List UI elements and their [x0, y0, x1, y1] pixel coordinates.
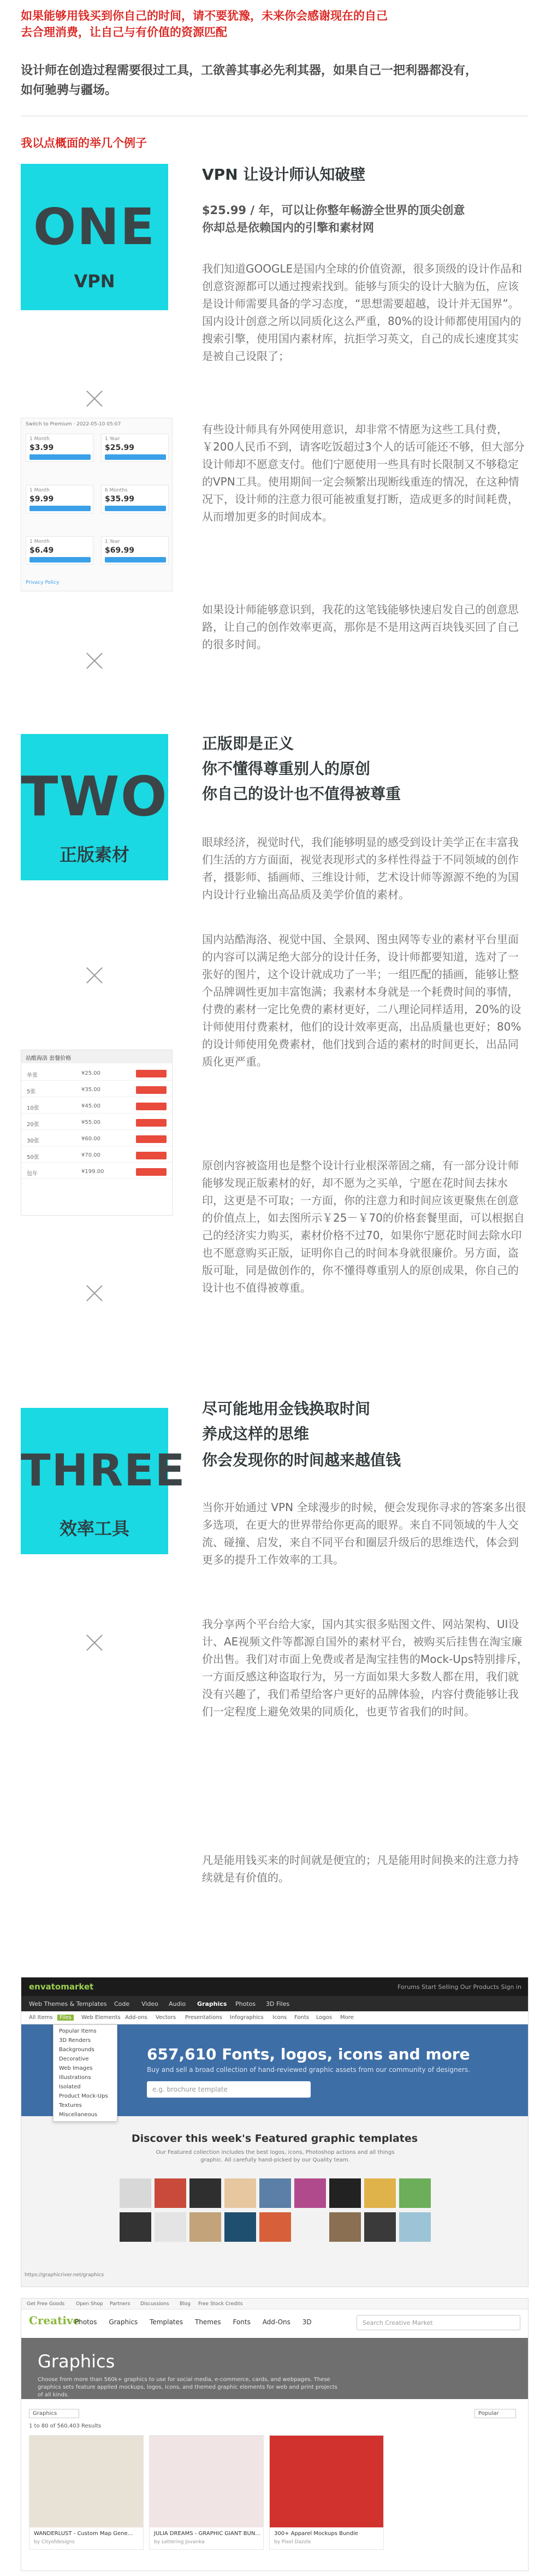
gr-thumbnail[interactable] [294, 2178, 326, 2208]
gr-thumbnail[interactable] [259, 2212, 291, 2242]
section-two-title: 正版即是正义 [202, 735, 294, 753]
table-row[interactable]: 5张 ¥35.00 [21, 1083, 172, 1097]
section-three-paragraph-3: 凡是能用钱买来的时间就是便宜的；凡是能用时间换来的注意力持续就是有价值的。 [202, 1853, 519, 1884]
intro-text [21, 61, 529, 100]
intro-line-2: 如何驰骋与疆场。 [21, 84, 117, 97]
gr-subnav-item[interactable]: Web Elements [81, 2015, 121, 2021]
table-row[interactable]: 30张 ¥60.00 [21, 1132, 172, 1146]
vpn-plan-row [26, 485, 169, 513]
vpn-plan-row [26, 536, 169, 565]
gr-hero-subtitle: Buy and sell a broad collection of hand-reviewed graphic assets from our community of designers. [147, 2066, 471, 2074]
cm-top-link[interactable]: Discussions [140, 2301, 169, 2307]
cm-product-title[interactable]: JULIA DREAMS - GRAPHIC GIANT BUN... [154, 2531, 260, 2537]
gr-nav-item[interactable]: Audio [169, 2000, 186, 2007]
cm-top-link[interactable]: Free Stock Credits [198, 2301, 243, 2307]
section-three-label: 效率工具 [59, 1518, 129, 1539]
gr-featured-subtitle: Our Featured collection includes the best logos, icons, Photoshop actions and all things graphic. All carefully hand-picked by our Quality team. [156, 2149, 395, 2163]
intro-line-1: 设计师在创造过程需要很过工具，工欲善其事必先利其器，如果自己一把利器都没有， [21, 64, 478, 78]
cm-nav-item[interactable]: Fonts [233, 2318, 251, 2326]
section-three-paragraph-2: 我分享两个平台给大家，国内其实很多贴图文件、网站架构、UI设计、AE视频文件等都源自国外的素材平台，被购买后挂售在淘宝廉价出售。我们对市面上免费或者是淘宝挂售的Mock-Ups特别排斥，一方面反感这种盗取行为，另一方面如果大多数人都在用，我们就没有兴趣了，我们希望给客户更好的品牌体验，内容付费能够让我们一定程度上避免效果的同质化，也更节省我们的时间。 [202, 1618, 529, 1718]
cm-top-link[interactable]: Partners [110, 2301, 130, 2307]
gr-dropdown-item[interactable]: 3D Renders [59, 2038, 91, 2044]
cross-icon [85, 1633, 104, 1653]
cross-icon [85, 1283, 104, 1303]
vpn-plan[interactable]: 1 Month $3.99 [26, 434, 93, 462]
section-three-subtitle-1: 养成这样的思维 [202, 1425, 310, 1443]
gr-subnav-item[interactable]: More [340, 2015, 354, 2021]
gr-subnav-item[interactable]: Vectors [156, 2015, 176, 2021]
gr-nav-item[interactable]: Video [141, 2000, 158, 2007]
cm-search-input[interactable]: Search Creative Market [357, 2315, 520, 2330]
cm-results-count: 1 to 80 of 560,403 Results [29, 2423, 102, 2429]
section-two-word: TWO [21, 765, 168, 828]
gr-thumbnail[interactable] [120, 2212, 151, 2242]
section-one-word: ONE [33, 198, 156, 256]
cm-product-card[interactable] [149, 2435, 264, 2550]
gr-hero-title: 657,610 Fonts, logos, icons and more [147, 2045, 470, 2063]
cm-sort-select[interactable]: Popular [474, 2409, 516, 2418]
intro-red-line-2: 去合理消费，让自己与有价值的资源匹配 [21, 26, 227, 39]
gr-thumbnail[interactable] [329, 2212, 361, 2242]
gr-thumbnail[interactable] [399, 2212, 431, 2242]
gr-thumbnail[interactable] [224, 2212, 256, 2242]
gr-dropdown-item[interactable]: Backgrounds [59, 2047, 94, 2053]
cm-hero-subtitle: Choose from more than 560k+ graphics to use for social media, e-commerce, cards, and webpages. These graphics sets feature applied mockups, logos, icons, and themed graphic elements for web and print projects of all kinds. [38, 2377, 337, 2398]
gr-dropdown-item[interactable]: Miscellaneous [59, 2112, 98, 2118]
gr-subnav-item-active[interactable]: Files [57, 2015, 74, 2021]
vpn-plan-row [26, 434, 169, 462]
table-row[interactable]: 单张 ¥25.00 [21, 1067, 172, 1081]
graphicriver-screenshot [21, 1977, 529, 2287]
gr-subnav-item[interactable]: Logos [316, 2015, 333, 2021]
gr-dropdown-item[interactable]: Web Images [59, 2065, 93, 2071]
section-two-subtitle-2: 你自己的设计也不值得被尊重 [202, 785, 401, 803]
vpn-plan[interactable]: 6 Months $35.99 [101, 485, 169, 513]
section-two-subtitle-1: 你不懂得尊重别人的原创 [202, 760, 371, 778]
section-one-paragraph-3: 如果设计师能够意识到，我花的这笔钱能够快速启发自己的创意思路，让自己的创作效率更高，那你是不是用这两百块钱买回了自己的很多时间。 [202, 603, 519, 651]
examples-note: 我以点概面的举几个例子 [21, 137, 147, 150]
gr-subnav-item[interactable]: Fonts [294, 2015, 309, 2021]
section-one-badge [21, 164, 168, 310]
table-row[interactable]: 10张 ¥45.00 [21, 1099, 172, 1114]
gr-nav-item[interactable]: Code [114, 2000, 130, 2007]
gr-nav-item[interactable]: 3D Files [266, 2000, 290, 2007]
section-one-label: VPN [74, 271, 115, 292]
cm-product-author[interactable]: by Cityofdesigns [34, 2539, 75, 2545]
gr-thumbnail[interactable] [294, 2212, 326, 2242]
gr-main-nav [21, 1996, 529, 2011]
cm-top-link[interactable]: Blog [180, 2301, 191, 2307]
section-one-paragraph-1: 我们知道GOOGLE是国内全球的价值资源，很多顶级的设计作品和创意资源都可以通过搜索找到。能够与顶尖的设计大脑为伍，应该是设计师需要具备的学习态度，“思想需要超越，设计并无国界”。国内设计创意之所以同质化这么严重，80%的设计师都使用国内的搜索引擎，使用国内素材库，抗拒学习英文，自己的成长速度其实是被自己设限了； [202, 262, 523, 363]
gr-subnav-item[interactable]: Icons [272, 2015, 287, 2021]
vpn-footer-link[interactable]: Privacy Policy [26, 580, 60, 585]
gr-nav-item[interactable]: Web Themes & Templates [29, 2000, 107, 2007]
cm-hero-title: Graphics [38, 2351, 115, 2372]
gr-dropdown-item[interactable]: Illustrations [59, 2075, 91, 2081]
gr-subnav-item[interactable]: Infographics [230, 2015, 264, 2021]
gr-thumbnail[interactable] [329, 2178, 361, 2208]
creative-market-screenshot [21, 2298, 529, 2571]
cm-nav-item[interactable]: Add-Ons [262, 2318, 290, 2326]
gr-top-links[interactable]: Forums Start Selling Our Products Sign in [397, 1983, 521, 1991]
gr-thumbnail[interactable] [155, 2212, 186, 2242]
creative-market-logo[interactable]: Creative [29, 2314, 80, 2327]
cm-nav-item[interactable]: Photos [75, 2318, 97, 2326]
section-two-paragraph-2: 国内站酷海洛、视觉中国、全景网、图虫网等专业的素材平台里面的内容可以满足绝大部分的设计任务，设计师都要知道，选对了一张好的图片，这个设计就成功了一半；一组匹配的插画，能够让整个品牌调性更加丰富饱满；我素材本身就是一个耗费时间的事情，付费的素材一定比免费的素材更好，二八理论同样适用，20%的设计师使用付费素材，他们的设计效率更高，出品质量也更好；80%的设计师使用免费素材，他们找到合适的素材的时间更长，出品同质化更严重。 [202, 933, 521, 1068]
gr-dropdown-item[interactable]: Popular Items [59, 2028, 97, 2034]
gr-thumbnail[interactable] [259, 2178, 291, 2208]
gr-subnav-item[interactable]: Add-ons [125, 2015, 147, 2021]
cm-product-author[interactable]: by Lettering Jovanka [154, 2539, 205, 2545]
section-three-word: THREE [21, 1445, 186, 1496]
gr-sub-nav [21, 2011, 529, 2024]
gr-dropdown-item[interactable]: Product Mock-Ups [59, 2093, 108, 2099]
cm-nav-item[interactable]: Graphics [109, 2318, 138, 2326]
vpn-pricing-screenshot [21, 418, 173, 591]
cm-category-select[interactable]: Graphics [29, 2409, 79, 2418]
section-three-subtitle-2: 你会发现你的时间越来越值钱 [202, 1451, 401, 1469]
gr-search-input[interactable]: e.g. brochure template [147, 2081, 311, 2098]
material-price-table-screenshot [21, 1050, 173, 1216]
cm-product-image [150, 2436, 263, 2527]
section-two-badge [21, 734, 168, 880]
table-row[interactable]: 20张 ¥55.00 [21, 1116, 172, 1130]
cm-nav-item[interactable]: 3D [302, 2318, 312, 2326]
table-header: 站酷海洛 套餐价格 [21, 1050, 172, 1063]
cross-icon [85, 389, 104, 408]
vpn-plan[interactable]: 1 Year $25.99 [101, 434, 169, 462]
cm-product-image [29, 2436, 143, 2527]
gr-status-url: https://graphicriver.net/graphics [25, 2272, 104, 2278]
section-two-paragraph-3: 原创内容被盗用也是整个设计行业根深蒂固之痛，有一部分设计师能够发现正版素材的好，却不愿为之买单，宁愿在花时间去抹水印，这更是不可取；一方面，你的注意力和时间应该更聚焦在创意的价值点上，如去图所示￥25－￥70的价格套餐里面，可以根据自己的经济实力购买，素材价格不过70，如果你宁愿花时间去除水印也不愿意购买正版，证明你自己的时间本身就很廉价。另方面，盗版可耻，同是做创作的，你不懂得尊重别人的原创成果，你自己的设计也不值得被尊重。 [202, 1159, 525, 1294]
gr-nav-item-active[interactable]: Graphics [197, 2000, 227, 2007]
cm-hero [21, 2338, 529, 2399]
gr-dropdown-item[interactable]: Decorative [59, 2056, 89, 2062]
cm-top-link[interactable]: Get Free Goods [27, 2301, 65, 2307]
section-one-subtitle-1: $25.99 / 年，可以让你整年畅游全世界的顶尖创意 [202, 204, 465, 217]
gr-subnav-item[interactable]: All Items [29, 2015, 53, 2021]
cross-icon [85, 651, 104, 671]
gr-thumbnail[interactable] [224, 2178, 256, 2208]
cm-filter-bar [21, 2406, 529, 2429]
gr-thumbnail[interactable] [189, 2178, 221, 2208]
intro-red-line-1: 如果能够用钱买到你自己的时间，请不要犹豫，未来你会感谢现在的自己 [21, 9, 388, 22]
intro-highlight [21, 8, 529, 40]
cm-product-card[interactable] [269, 2435, 384, 2550]
gr-dropdown-item[interactable]: Textures [59, 2103, 82, 2109]
cm-nav-item[interactable]: Themes [194, 2318, 221, 2326]
gr-subnav-item[interactable]: Presentations [185, 2015, 223, 2021]
cm-product-author[interactable]: by Pixel Dazzle [274, 2539, 311, 2545]
cm-topbar [21, 2299, 529, 2309]
gr-thumbnail[interactable] [364, 2178, 396, 2208]
vpn-plan[interactable]: 1 Month $6.49 [26, 536, 93, 565]
gr-dropdown-menu [53, 2024, 117, 2122]
gr-thumbnail[interactable] [189, 2212, 221, 2242]
gr-thumbnail[interactable] [155, 2178, 186, 2208]
gr-thumbnail[interactable] [364, 2212, 396, 2242]
gr-topbar [21, 1977, 529, 1996]
section-two-label: 正版素材 [59, 844, 129, 865]
cm-product-image [270, 2436, 383, 2527]
section-two-paragraph-1: 眼球经济，视觉时代，我们能够明显的感受到设计美学正在丰富我们生活的方方面面，视觉表现形式的多样性得益于不同领域的创作者，摄影师、插画师、三维设计师，艺术设计师等源源不绝的为国内设计行业输出高品质及美学价值的素材。 [202, 836, 519, 901]
section-three-badge [21, 1408, 186, 1554]
gr-nav-item[interactable]: Photos [235, 2000, 256, 2007]
gr-dropdown-item[interactable]: Isolated [59, 2084, 81, 2090]
cm-main-nav [75, 2318, 322, 2326]
gr-featured-title: Discover this week's Featured graphic templates [131, 2133, 418, 2145]
envato-logo[interactable]: envatomarket [29, 1982, 94, 1992]
section-three-paragraph-1: 当你开始通过 VPN 全球漫步的时候，便会发现你寻求的答案多出很多选项，在更大的世界带给你更高的眼界。来自不同领域的牛人交流、碰撞、启发，来自不同平台和圈层升级后的思维迭代，体会到更多的提升工作效率的工具。 [202, 1501, 526, 1566]
section-one-subtitle-2: 你却总是依赖国内的引擎和素材网 [202, 221, 374, 234]
section-one-paragraph-2: 有些设计师具有外网使用意识，却非常不情愿为这些工具付费，￥200人民币不到，请客吃饭超过3个人的话可能还不够，但大部分设计师却不愿意支付。他们宁愿使用一些具有时长限制又不够稳定的VPN工具。使用期间一定会频繁出现断线重连的情况，在这种情况下，设计师的注意力很可能被重复打断，造成更多的时间耗费，从而增加更多的时间成本。 [202, 423, 525, 523]
gr-thumbnail[interactable] [120, 2178, 151, 2208]
cm-nav-item[interactable]: Templates [150, 2318, 183, 2326]
cm-product-card[interactable] [29, 2435, 144, 2550]
cross-icon [85, 966, 104, 985]
vpn-plan[interactable]: 1 Month $9.99 [26, 485, 93, 513]
cm-top-link[interactable]: Open Shop [76, 2301, 103, 2307]
section-one-title: VPN 让设计师认知破壁 [202, 165, 366, 183]
section-three-title: 尽可能地用金钱换取时间 [202, 1400, 371, 1418]
vpn-header: Switch to Premium · 2022-05-10 05:07 [26, 422, 121, 427]
table-row[interactable]: 包年 ¥199.00 [21, 1165, 172, 1179]
vpn-plan[interactable]: 1 Year $69.99 [101, 536, 169, 565]
cm-product-title[interactable]: 300+ Apparel Mockups Bundle [274, 2531, 358, 2537]
gr-thumbnail[interactable] [399, 2178, 431, 2208]
cm-product-title[interactable]: WANDERLUST - Custom Map Gene... [34, 2531, 133, 2537]
table-row[interactable]: 50张 ¥70.00 [21, 1148, 172, 1163]
